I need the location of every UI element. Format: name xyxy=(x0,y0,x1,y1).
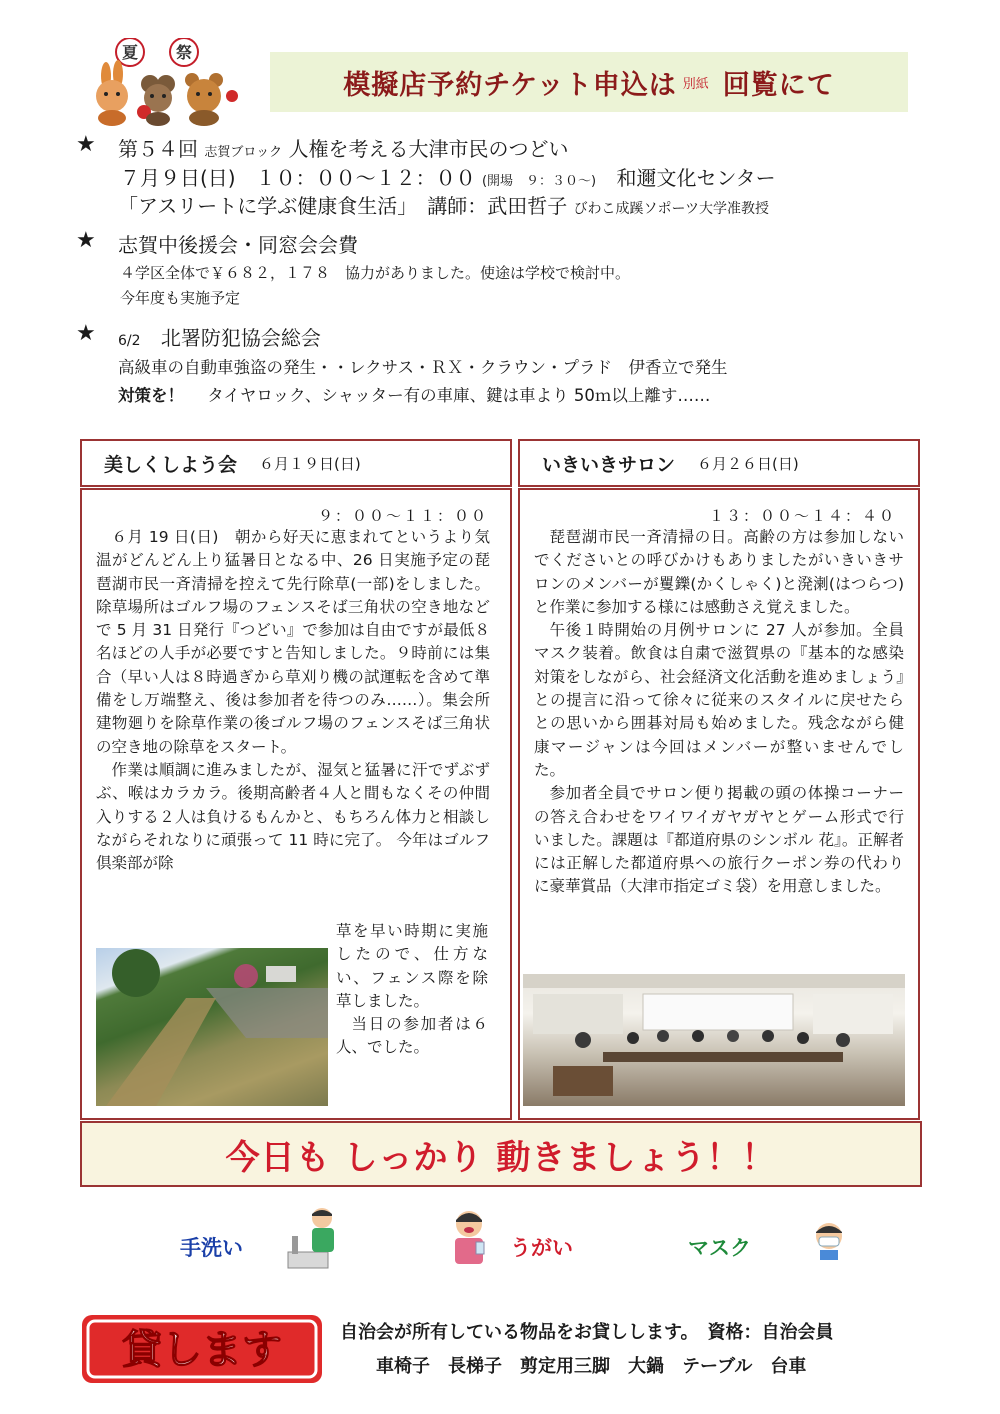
event-block: 志賀ブロック xyxy=(204,145,283,160)
right-column-title: いきいきサロン xyxy=(542,453,676,476)
gargle-icon xyxy=(446,1208,492,1266)
crime-meeting-date: 6/2 xyxy=(118,333,141,349)
crime-meeting-title: 北署防犯協会総会 xyxy=(160,326,321,350)
event-lecture: 「アスリートに学ぶ健康食生活」 講師：武田哲子 xyxy=(118,194,568,218)
summer-sign: 夏 xyxy=(121,43,139,62)
right-column-article xyxy=(534,526,904,899)
left-paragraph-2: 作業は順調に進みましたが、湿気と猛暑に汗でずぶずぶ、喉はカラカラ。後期高齢者４人と間もなくその仲間入りする２人は負けるもんかと、もちろん体力と相談しながらそれなりに頑張って 11 時に完了。 今年はゴルフ倶楽部が除 xyxy=(96,760,490,873)
weeding-site-photo xyxy=(96,948,328,1106)
left-column-article-tail xyxy=(336,920,488,1060)
salon-meeting-photo xyxy=(523,974,905,1106)
banner-end-text: 回覧にて xyxy=(722,69,835,101)
event-number: 第５４回 xyxy=(118,137,198,161)
right-paragraph-1: 琵琶湖市民一斉清掃の日。高齢の方は参加しないでくださいとの呼びかけもありましたがいきいきサロンのメンバーが矍鑠(かくしゃく)と溌溂(はつらつ)と作業に参加する様には感動さえ覚えました。 xyxy=(534,528,904,616)
handwash-icon xyxy=(286,1206,344,1270)
rental-notice: 自治会が所有している物品をお貸しします。 資格：自治会員 xyxy=(340,1322,834,1343)
countermeasure-label: 対策を！ xyxy=(118,386,184,405)
event-open-time: (開場 ９：３０～) xyxy=(481,174,597,189)
event-lecture-line xyxy=(118,190,769,219)
countermeasure-detail: タイヤロック、シャッター有の車庫、鍵は車より 50ｍ以上離す…… xyxy=(207,386,711,405)
association-fee-title: 志賀中後援会・同窓会会費 xyxy=(118,233,358,257)
star-bullet-icon: ★ xyxy=(76,132,96,157)
banner-small-text: 別紙 xyxy=(682,76,709,92)
rental-sign xyxy=(80,1313,324,1385)
event-title-line xyxy=(118,133,568,162)
right-column-header xyxy=(518,439,920,487)
star-bullet-icon: ★ xyxy=(76,228,96,253)
right-column-date: ６月２６日(日) xyxy=(697,454,799,473)
motto-text: 今日も しっかり 動きましょう！！ xyxy=(225,1137,777,1178)
left-column-header xyxy=(80,439,512,487)
left-column-article xyxy=(96,526,490,875)
event-datetime-line xyxy=(120,162,776,191)
mask-icon xyxy=(812,1220,846,1260)
event-datetime: ７月９日(日) １０：００～１２：００ xyxy=(120,166,476,190)
gargle-label: うがい xyxy=(510,1236,573,1260)
festival-mascot-illustration xyxy=(92,38,242,126)
lecturer-title: びわこ成蹊ソポーツ大学准教授 xyxy=(573,201,770,217)
banner-main-text: 模擬店予約チケット申込は xyxy=(343,69,677,101)
association-fee-plan: 今年度も実施予定 xyxy=(120,289,241,307)
handwash-label: 手洗い xyxy=(180,1236,243,1260)
rental-items: 車椅子 長梯子 剪定用三脚 大鍋 テーブル 台車 xyxy=(376,1356,807,1377)
left-column-time: ９：００～１１：００ xyxy=(317,507,488,525)
right-column-time: １３：００～１４：４０ xyxy=(708,507,896,525)
left-column-date: ６月１９日(日) xyxy=(259,454,361,473)
right-paragraph-3: 参加者全員でサロン便り掲載の頭の体操コーナーの答え合わせをワイワイガヤガヤとゲーム形式で行いました。課題は『都道府県のシンボル 花』。正解者には正解した都道府県への旅行クーポン券の代わりに豪華賞品（大津市指定ゴミ袋）を用意しました。 xyxy=(534,784,904,896)
left-paragraph-1: ６月 19 日(日) 朝から好天に恵まれてというより気温がどんどん上り猛暑日となる中、26 日実施予定の琵琶湖市民一斉清掃を控えて先行除草(一部)をしました。除草場所はゴルフ場のフェンスそば三角状の空き地などで 5 月 31 日発行『つどい』で参加は自由ですが最低８名ほどの人手が必要ですと告知しました。９時前には集合（早い人は８時過ぎから草刈り機の試運転を含めて準備をし万端整え、後は参加者を待つのみ……）。集会所建物廻りを除草作業の後ゴルフ場のフェンスそば三角状の空き地の除草をスタート。 xyxy=(96,528,490,756)
motto-banner xyxy=(80,1121,922,1187)
association-fee-detail: ４学区全体で￥６８２，１７８ 協力がありました。使途は学校で検討中。 xyxy=(120,264,631,282)
rental-sign-text: 貸します xyxy=(122,1327,282,1373)
countermeasure-line xyxy=(118,382,710,406)
ticket-announcement-banner xyxy=(270,52,908,112)
left-paragraph-3: 草を早い時期に実施したので、仕方ない、フェンス際を除草しました。 xyxy=(336,922,488,1010)
left-column-title: 美しくしよう会 xyxy=(104,453,238,476)
star-bullet-icon: ★ xyxy=(76,321,96,346)
event-venue: 和邇文化センター xyxy=(616,166,776,190)
right-paragraph-2: 午後１時開始の月例サロンに 27 人が参加。全員マスク装着。飲食は自粛で滋賀県の『基本的な感染対策をしながら、社会経済文化活動を進めましょう』との提言に沿って徐々に従来のスタイルに戻せたらとの思いから囲碁対局も始めました。残念ながら健康マージャンは今回はメンバーが整いませんでした。 xyxy=(534,621,904,779)
car-theft-notice: 高級車の自動車強盗の発生・・レクサス・ＲＸ・クラウン・プラド 伊香立で発生 xyxy=(118,358,728,377)
left-paragraph-4: 当日の参加者は６人、でした。 xyxy=(336,1015,488,1057)
event-name: 人権を考える大津市民のつどい xyxy=(288,137,569,161)
festival-sign: 祭 xyxy=(175,43,193,62)
mask-label: マスク xyxy=(688,1236,751,1260)
crime-prevention-title-line xyxy=(118,322,321,351)
